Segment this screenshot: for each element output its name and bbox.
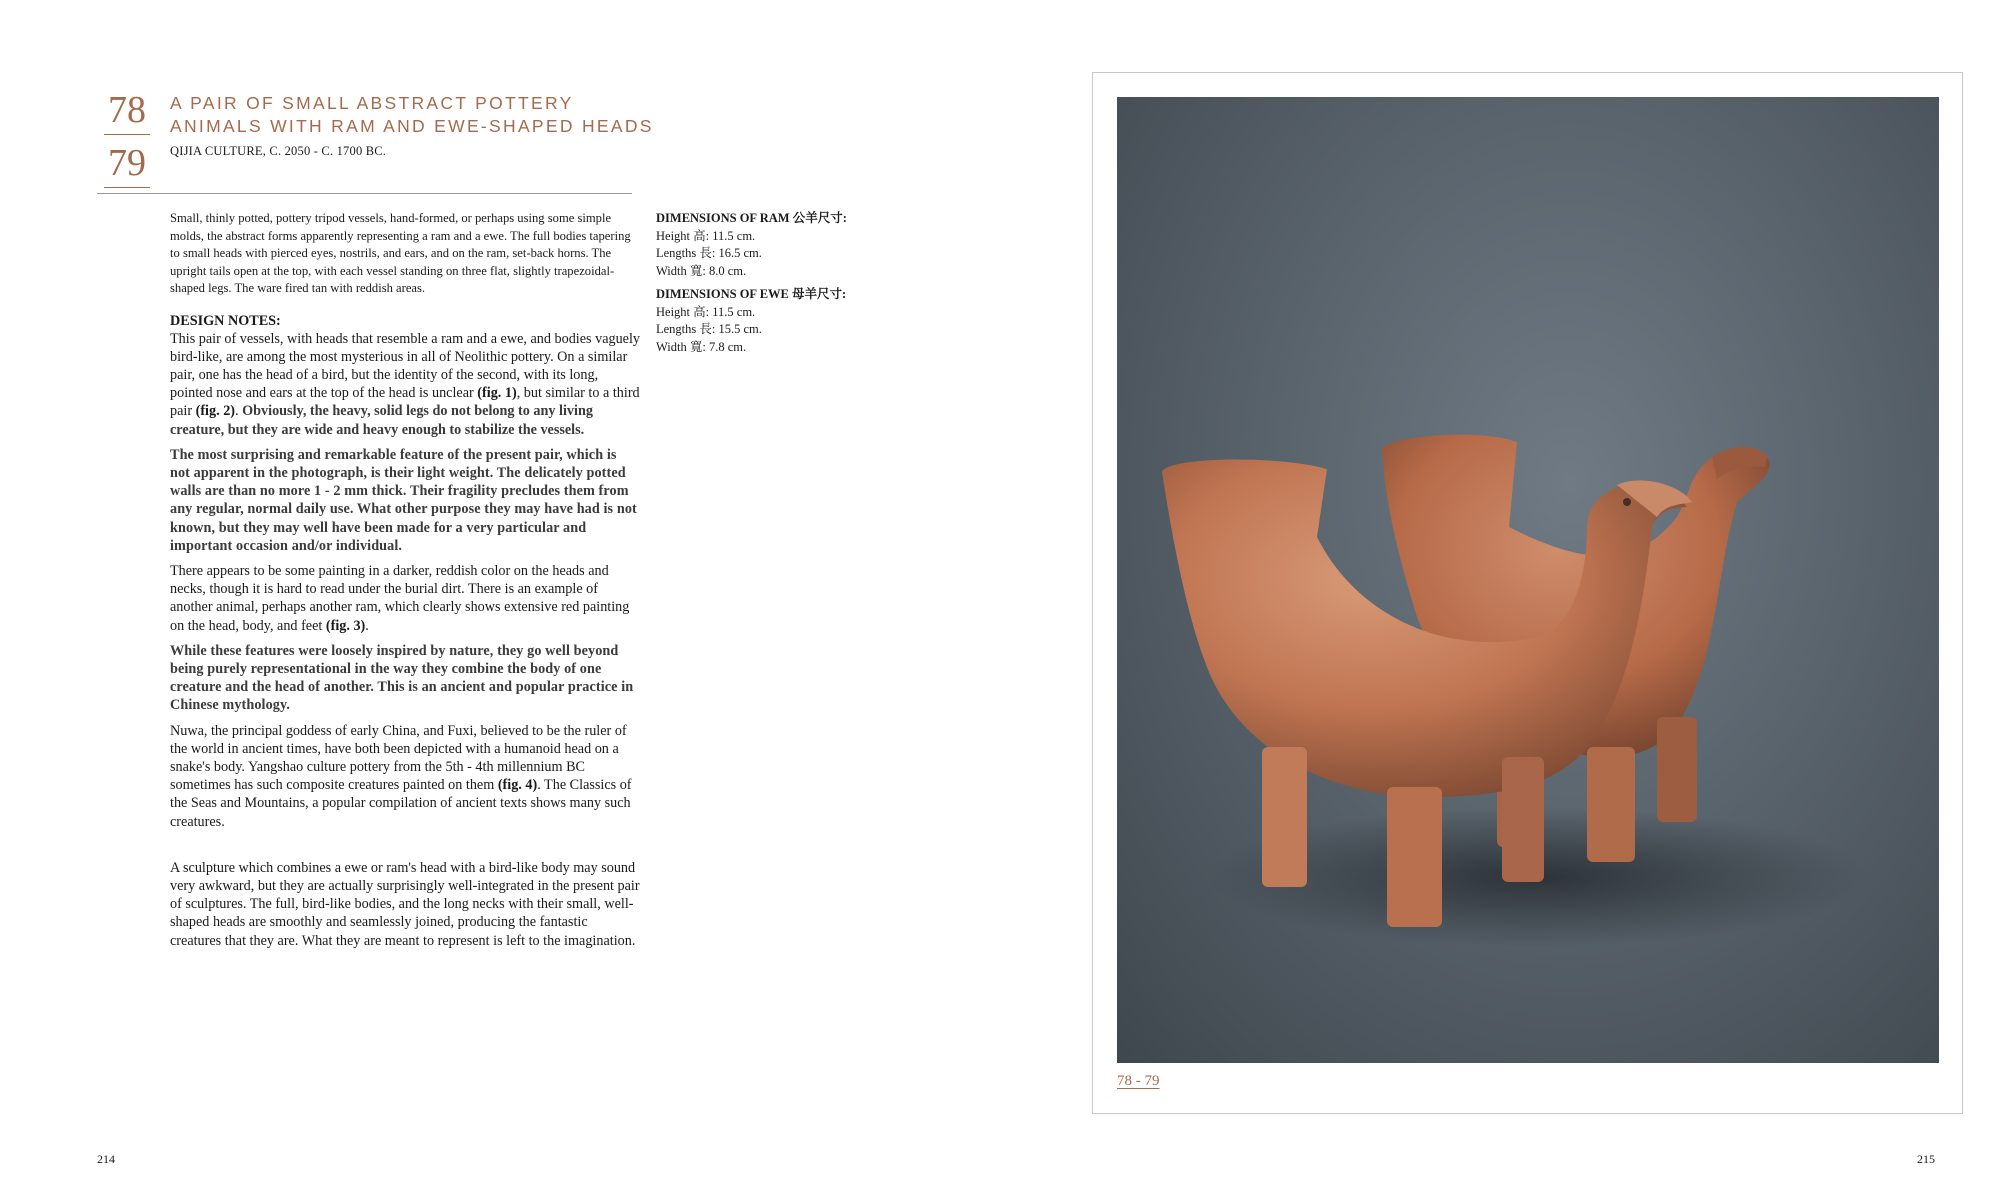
lot-number-top: 78 <box>104 88 150 135</box>
p5-text-a: Nuwa, the principal goddess of early China, and Fuxi, believed to be the ruler of the world in ancient times, have both been depicted with a humanoid head on a snake's body. Yangshao culture pottery from the 5th - 4th millennium BC sometimes has such composite creatures painted on them <box>170 722 627 794</box>
design-notes-paragraph-5 <box>170 722 640 831</box>
design-notes-paragraph-2: The most surprising and remarkable feature of the present pair, which is not apparent in the photograph, is their light weight. The delicately potted walls are than no more 1 - 2 mm thick. Their fragility precludes them from any regular, normal daily use. What other purpose they may have had is not known, but they may well have been made for a very particular and important occasion and/or individual. <box>170 446 637 554</box>
subtitle: QIJIA CULTURE, C. 2050 - C. 1700 BC. <box>170 144 387 158</box>
page-number-right: 215 <box>1917 1152 1935 1166</box>
dimensions-ram-length: Lengths 長: 16.5 cm. <box>656 246 762 260</box>
dimensions-ram-width: Width 寬: 8.0 cm. <box>656 263 747 278</box>
dimensions-ewe <box>656 286 916 356</box>
dimensions-ram <box>656 210 916 280</box>
dimensions-ewe-heading: DIMENSIONS OF EWE 母羊尺寸: <box>656 287 847 301</box>
title-block <box>170 92 654 159</box>
description-column <box>170 210 640 957</box>
header-rule <box>97 193 632 194</box>
design-notes-paragraph-6: A sculpture which combines a ewe or ram's head with a bird-like body may sound very awkward, but they are actually surprisingly well-integrated in the present pair of sculptures. The full, bird-like bodies, and the long necks with their small, well-shaped heads are smoothly and seamlessly joined, producing the fantastic creatures that they are. What they are meant to represent is left to the imagination. <box>170 859 640 949</box>
design-notes-heading: DESIGN NOTES: <box>170 312 281 329</box>
design-notes-paragraph-4: While these features were loosely inspired by nature, they go well beyond being purely representational in the way they combine the body of one creature and the head of another. This is an ancient and popular practice in Chinese mythology. <box>170 642 634 714</box>
photo-frame <box>1092 72 1963 1114</box>
p5-text-b: . The Classics of the Seas and Mountains, a popular compilation of ancient texts shows many such creatures. <box>170 777 632 830</box>
p1-bold-text: Obviously, the heavy, solid legs do not belong to any living creature, but they are wide and heavy enough to stabilize the vessels. <box>170 403 593 438</box>
lot-numbers <box>104 88 150 194</box>
pottery-photo <box>1117 97 1939 1063</box>
pottery-illustration <box>1117 97 1939 1063</box>
p1-text-b: , but similar to a third pair <box>170 385 640 420</box>
p3-text-a: There appears to be some painting in a darker, reddish color on the heads and necks, though it is hard to read under the burial dirt. There is an example of another animal, perhaps another ram, which clearly shows extensive red painting on the head, body, and feet <box>170 562 630 634</box>
fig-1-ref: (fig. 1) <box>477 385 517 402</box>
design-notes-paragraph-3 <box>170 562 640 635</box>
dimensions-ram-heading: DIMENSIONS OF RAM 公羊尺寸: <box>656 211 847 225</box>
intro-paragraph: Small, thinly potted, pottery tripod vessels, hand-formed, or perhaps using some simple molds, the abstract forms apparently representing a ram and a ewe. The full bodies tapering to small heads with pierced eyes, nostrils, and ears, and on the ram, set-back horns. The upright tails open at the top, with each vessel standing on three flat, slightly trapezoidal-shaped legs. The ware fired tan with reddish areas. <box>170 211 631 295</box>
dimensions-ewe-height: Height 高: 11.5 cm. <box>656 304 756 319</box>
left-page <box>0 0 1007 1200</box>
dimensions-ewe-width: Width 寬: 7.8 cm. <box>656 339 747 354</box>
dimensions-column <box>656 210 916 362</box>
photo-caption: 78 - 79 <box>1117 1073 1160 1089</box>
fig-3-ref: (fig. 3) <box>325 617 366 634</box>
dimensions-ewe-length: Lengths 長: 15.5 cm. <box>656 322 762 336</box>
title-line-1: A PAIR OF SMALL ABSTRACT POTTERY <box>170 93 574 113</box>
design-notes-paragraph-1 <box>170 330 640 439</box>
p1-text-c: . <box>235 403 239 420</box>
right-page <box>1007 0 2015 1200</box>
fig-4-ref: (fig. 4) <box>497 777 538 794</box>
lot-number-bottom: 79 <box>104 141 150 188</box>
title-line-2: ANIMALS WITH RAM AND EWE-SHAPED HEADS <box>170 116 654 136</box>
p1-text-a: This pair of vessels, with heads that resemble a ram and a ewe, and bodies vaguely bird-like, are among the most mysterious in all of Neolithic pottery. On a similar pair, one has the head of a bird, but the identity of the second, with its long, pointed nose and ears at the top of the head is unclear <box>170 330 641 402</box>
fig-2-ref: (fig. 2) <box>195 403 236 420</box>
dimensions-ram-height: Height 高: 11.5 cm. <box>656 228 756 243</box>
page-number-left: 214 <box>97 1152 115 1166</box>
p3-text-b: . <box>365 617 369 634</box>
